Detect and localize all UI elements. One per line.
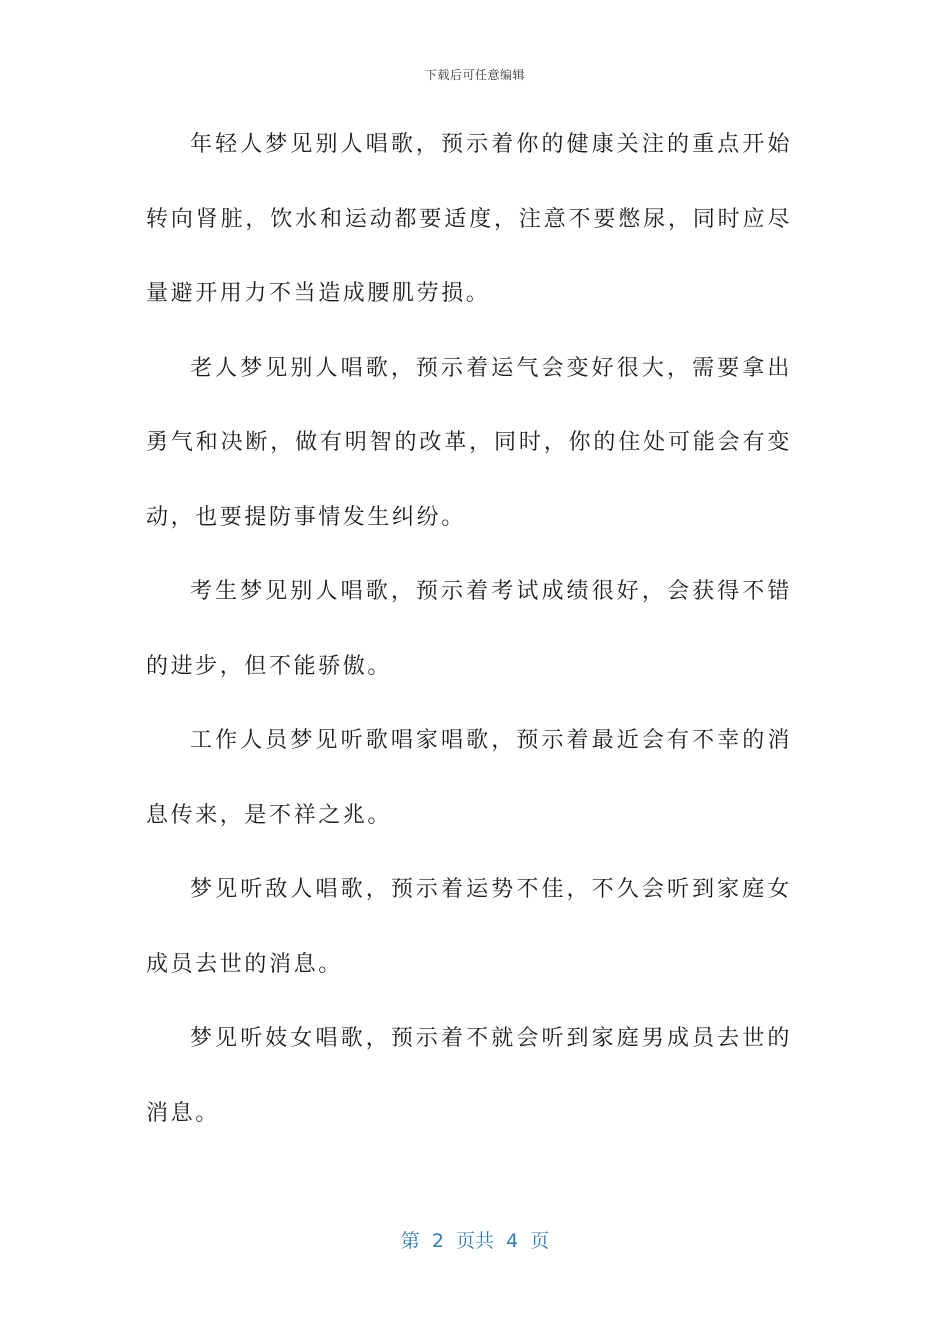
- paragraph-elderly: 老人梦见别人唱歌，预示着运气会变好很大，需要拿出勇气和决断，做有明智的改革，同时，你的住处可能会有变动，也要提防事情发生纠纷。: [146, 355, 792, 530]
- page-header: 下载后可任意编辑: [424, 68, 525, 82]
- paragraph-courtesan-singing: 梦见听妓女唱歌，预示着不就会听到家庭男成员去世的消息。: [146, 1026, 792, 1126]
- paragraph-young-people: 年轻人梦见别人唱歌，预示着你的健康关注的重点开始转向肾脏，饮水和运动都要适度，注意不要憋尿，同时应尽量避开用力不当造成腰肌劳损。: [146, 132, 792, 306]
- paragraph-students: 考生梦见别人唱歌，预示着考试成绩很好，会获得不错的进步，但不能骄傲。: [146, 579, 792, 679]
- page-number-footer: 第 2 页共 4 页: [400, 1230, 550, 1252]
- paragraph-enemy-singing: 梦见听敌人唱歌，预示着运势不佳，不久会听到家庭女成员去世的消息。: [146, 877, 792, 977]
- document-body: [146, 108, 792, 1151]
- paragraph-workers: 工作人员梦见听歌唱家唱歌，预示着最近会有不幸的消息传来，是不祥之兆。: [146, 728, 792, 828]
